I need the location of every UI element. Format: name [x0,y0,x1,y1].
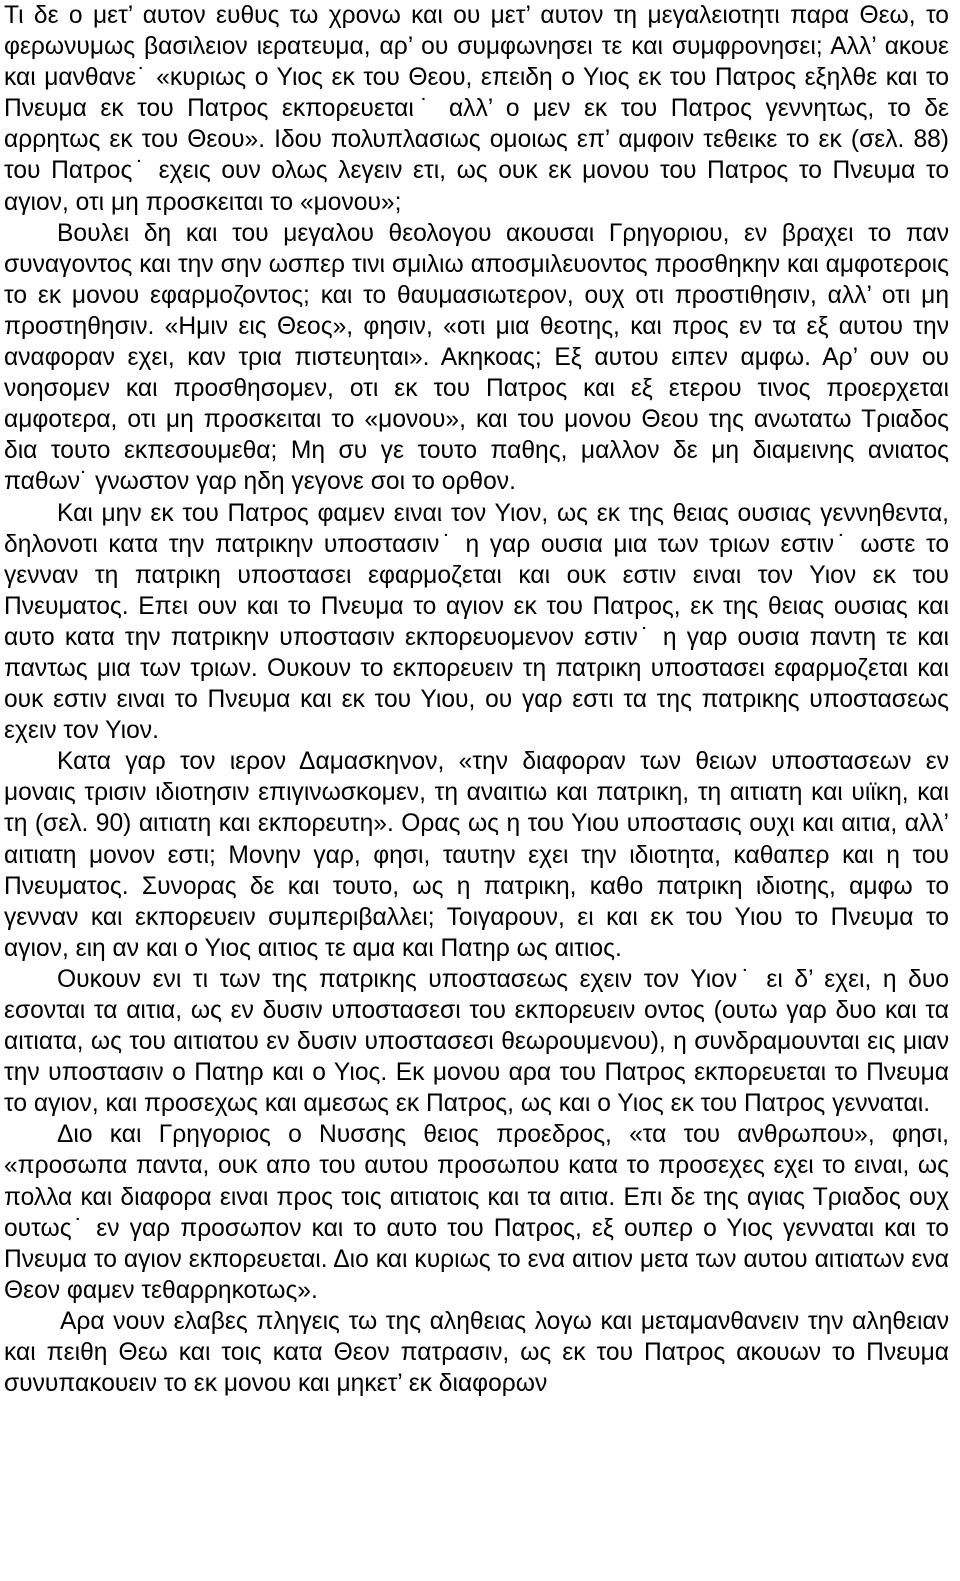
paragraph-1: Τι δε ο μετ’ αυτον ευθυς τω χρονω και ου μετ’ αυτον τη μεγαλειοτητι παρα Θεω, το φερωνυμως βασιλειον ιερατευμα, αρ’ ου συμφωνησει τε και συμφρονησει; Αλλ’ ακουε και μανθανε˙ «κυριως ο Υιος εκ του Θεου, επειδη ο Υιος εκ του Πατρος εξηλθε και το Πνευμα εκ του Πατρος εκπορευεται˙ αλλ’ ο μεν εκ του Πατρος γεννητως, το δε αρρητως εκ του Θεου». Ιδου πολυπλασιως ομοιως επ’ αμφοιν τεθεικε το εκ (σελ. 88) του Πατρος˙ εχεις ουν ολως λεγειν ετι, ως ουκ εκ μονου του Πατρος το Πνευμα το αγιον, οτι μη προσκειται το «μονου»; [4,2,949,216]
paragraph-3: Και μην εκ του Πατρος φαμεν ειναι τον Υιον, ως εκ της θειας ουσιας γεννηθεντα, δηλονοτι κατα την πατρικην υποστασιν˙ η γαρ ουσια μια των τριων εστιν˙ ωστε το γενναν τη πατρικη υποστασει εφαρμοζεται και ουκ εστιν ειναι τον Υιον εκ του Πνευματος. Επει ουν και το Πνευμα το αγιον εκ του Πατρος, εκ της θειας ουσιας και αυτο κατα την πατρικην υποστασιν εκπορευομενον εστιν˙ η γαρ ουσια παντη τε και παντως μια των τριων. Ουκουν το εκπορευειν τη πατρικη υποστασει εφαρμοζεται και ουκ εστιν ειναι το Πνευμα και εκ του Υιου, ου γαρ εστι τα της πατρικης υποστασεως εχειν τον Υιον. [4,499,949,745]
paragraph-7: Αρα νουν ελαβες πληγεις τω της αληθειας λογω και μεταμανθανειν την αληθειαν και πειθη Θεω και τοις κατα Θεον πατρασιν, ως εκ του Πατρος ακουων το Πνευμα συνυπακουειν το εκ μονου και μηκετ’ εκ διαφορων [4,1307,949,1398]
document-page [4,0,949,1399]
paragraph-6: Διο και Γρηγοριος ο Νυσσης θειος προεδρος, «τα του ανθρωπου», φησι, «προσωπα παντα, ουκ απο του αυτου προσωπου κατα το προσεχες εχει το ειναι, ως πολλα και διαφορα ειναι προς τοις αιτιατοις και τα αιτια. Επι δε της αγιας Τριαδος ουχ ουτως˙ εν γαρ προσωπον και το αυτο του Πατρος, εξ ουπερ ο Υιος γενναται και το Πνευμα το αγιον εκπορευεται. Διο και κυριως το ενα αιτιον μετα των αυτου αιτιατων ενα Θεον φαμεν τεθαρρηκοτως». [4,1121,949,1304]
paragraph-5: Ουκουν ενι τι των της πατρικης υποστασεως εχειν τον Υιον˙ ει δ’ εχει, η δυο εσονται τα αιτια, ως εν δυσιν υποστασεσι του εκπορευειν οντος (ουτω γαρ δυο και τα αιτιατα, ως του αιτιατου εν δυσιν υποστασεσι θεωρουμενου), η συνδραμουνται εις μιαν την υποστασιν ο Πατηρ και ο Υιος. Εκ μονου αρα του Πατρος εκπορευεται το Πνευμα το αγιον, και προσεχως και αμεσως εκ Πατρος, ως και ο Υιος εκ του Πατρος γενναται. [4,965,949,1118]
paragraph-2: Βουλει δη και του μεγαλου θεολογου ακουσαι Γρηγοριου, εν βραχει το παν συναγοντος και την σην ωσπερ τινι σμιλιω αποσμιλευοντος προσθηκην και αμφοτεροις το εκ μονου εφαρμοζοντος; και το θαυμασιωτερον, ουχ οτι προστιθησιν, αλλ’ οτι μη προστηθησιν. «Ημιν εις Θεος», φησιν, «οτι μια θεοτης, και προς εν τα εξ αυτου την αναφοραν εχει, καν τρια πιστευηται». Ακηκοας; Εξ αυτου ειπεν αμφω. Αρ’ ουν ου νοησομεν και προσθησομεν, οτι εκ του Πατρος και εξ ετερου τινος προερχεται αμφοτερα, οτι μη προσκειται το «μονου», και του μονου Θεου της ανωτατω Τριαδος δια τουτο εκπεσουμεθα; Μη συ γε τουτο παθης, μαλλον δε μη διαμεινης ανιατος παθων˙ γνωστον γαρ ηδη γεγονε σοι το ορθον. [4,219,949,496]
paragraph-4: Κατα γαρ τον ιερον Δαμασκηνον, «την διαφοραν των θειων υποστασεων εν μοναις τρισιν ιδιοτησιν επιγινωσκομεν, τη αναιτιω και πατρικη, τη αιτιατη και υιϊκη, και τη (σελ. 90) αιτιατη και εκπορευτη». Ορας ως η του Υιου υποστασις ουχι και αιτια, αλλ’ αιτιατη μονον εστι; Μονην γαρ, φησι, ταυτην εχει την ιδιοτητα, καθαπερ και η του Πνευματος. Συνορας δε και τουτο, ως η πατρικη, καθο πατρικη ιδιοτης, αμφω το γενναν και εκπορευειν συμπεριβαλλει; Τοιγαρουν, ει και εκ του Υιου το Πνευμα το αγιον, ειη αν και ο Υιος αιτιος τε αμα και Πατηρ ως αιτιος. [4,748,949,962]
